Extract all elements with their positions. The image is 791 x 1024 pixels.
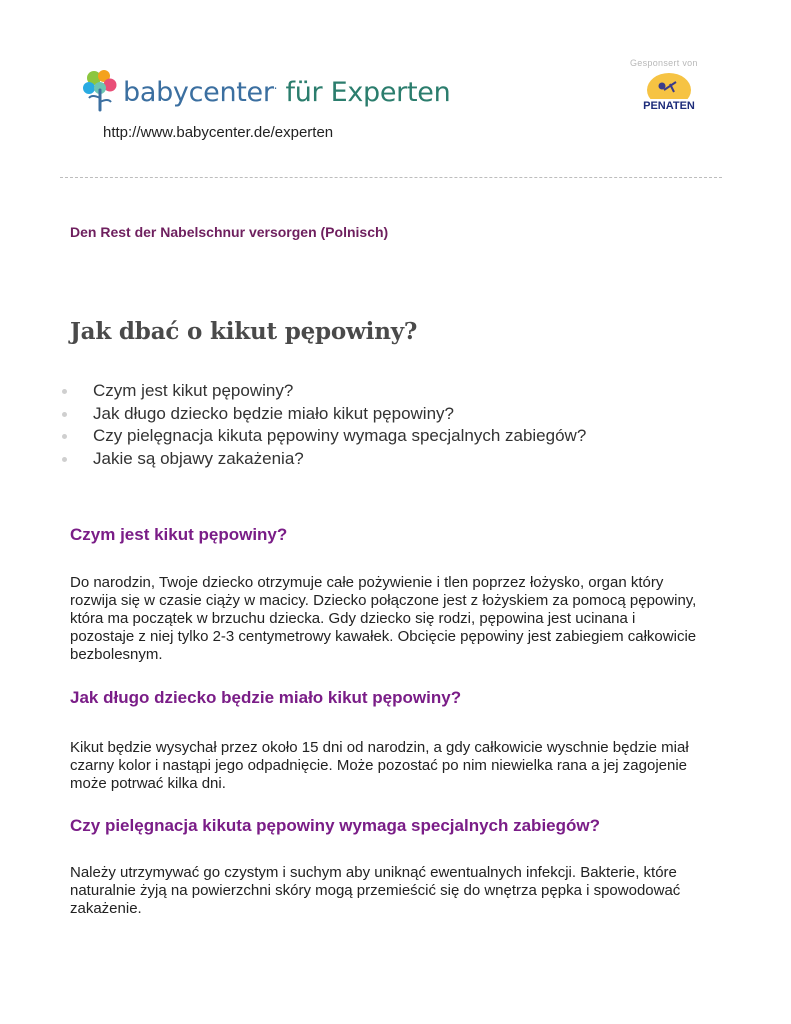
text-line: Kikut będzie wysychał przez około 15 dni od narodzin, a gdy całkowicie wyschnie będzie miał	[70, 739, 689, 756]
bullet-icon	[62, 434, 67, 439]
text-line: bezbolesnym.	[70, 646, 163, 663]
text-line: może potrwać kilka dni.	[70, 775, 226, 792]
document-subtitle: Den Rest der Nabelschnur versorgen (Polnisch)	[70, 224, 389, 240]
bullet-icon	[62, 457, 67, 462]
toc-item-label: Czy pielęgnacja kikuta pępowiny wymaga specjalnych zabiegów?	[93, 426, 587, 445]
toc-item-label: Czym jest kikut pępowiny?	[93, 381, 294, 400]
text-line: naturalnie żyją na powierzchni skóry mogą przemieścić się do wnętrza pępka i spowodować	[70, 882, 681, 899]
page-title: Jak dbać o kikut pępowiny?	[70, 318, 418, 345]
section-heading: Czym jest kikut pępowiny?	[70, 525, 288, 544]
section-heading: Czy pielęgnacja kikuta pępowiny wymaga specjalnych zabiegów?	[70, 816, 600, 835]
tree-icon	[80, 68, 120, 112]
section-heading: Jak długo dziecko będzie miało kikut pępowiny?	[70, 688, 462, 707]
text-line: Do narodzin, Twoje dziecko otrzymuje całe pożywienie i tlen poprzez łożysko, organ który	[70, 574, 664, 591]
text-line: Należy utrzymywać go czystym i suchym aby uniknąć ewentualnych infekcji. Bakterie, które	[70, 864, 677, 881]
sponsor-label: Gesponsert von	[630, 58, 698, 68]
bullet-icon	[62, 389, 67, 394]
logo-brand-text: babycenter	[123, 76, 274, 108]
logo-dot: .	[273, 77, 278, 92]
text-line: pozostaje z niej tylko 2-3 centymetrowy kawałek. Obcięcie pępowiny jest zabiegiem całkowicie	[70, 628, 697, 645]
site-url[interactable]: http://www.babycenter.de/experten	[103, 124, 334, 141]
toc-item-label: Jakie są objawy zakażenia?	[93, 448, 304, 468]
text-line: zakażenie.	[70, 900, 142, 917]
text-line: która ma początek w brzuchu dziecka. Gdy dziecko się rodzi, pępowina jest ucinana i	[70, 610, 636, 627]
text-line: rozwija się w czasie ciąży w macicy. Dziecko połączone jest z łożyskiem za pomocą pępowiny,	[70, 592, 697, 609]
text-line: czarny kolor i nastąpi jego odpadnięcie. Może pozostać po nim niewielka rana a jej zagojenie	[70, 757, 688, 774]
sponsor-logo-text: PENATEN	[643, 100, 695, 112]
penaten-logo	[640, 72, 698, 114]
babycenter-logo[interactable]	[80, 68, 450, 112]
section-body	[70, 739, 730, 793]
section-body	[70, 864, 730, 918]
bullet-icon	[62, 412, 67, 417]
header-divider	[60, 177, 722, 178]
section-body	[70, 574, 730, 664]
logo-suffix-text: für Experten	[285, 76, 451, 108]
toc-item-label: Jak długo dziecko będzie miało kikut pępowiny?	[93, 403, 454, 423]
